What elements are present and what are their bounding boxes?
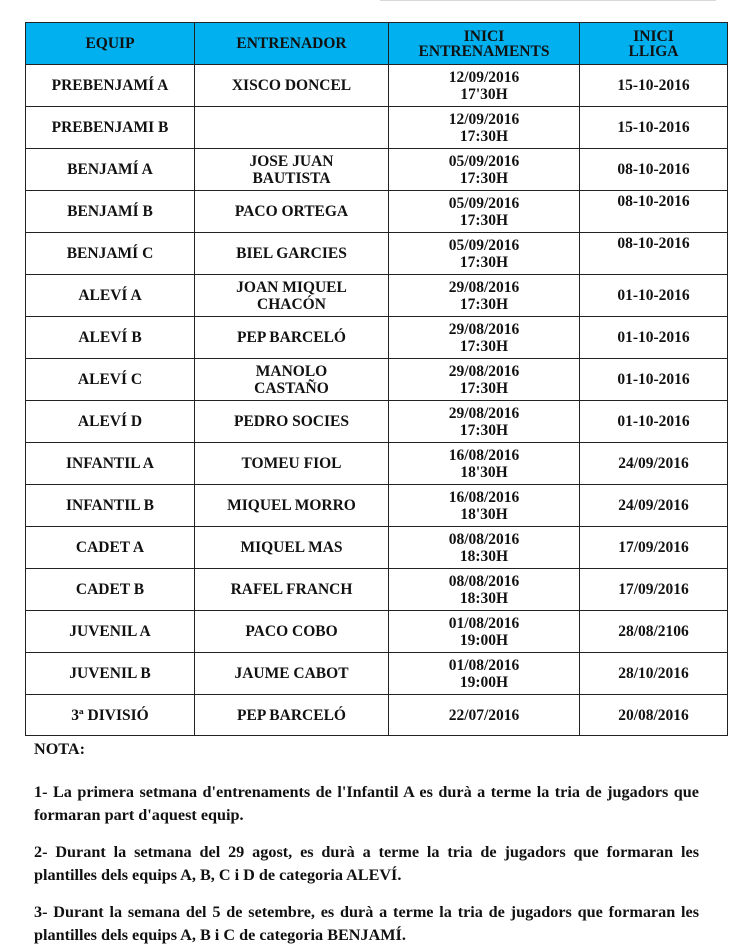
table-row [26, 695, 728, 736]
table-row [26, 317, 728, 359]
lliga-cell: 08-10-2016 [580, 191, 728, 233]
header-equip [26, 23, 195, 65]
equip-cell-line: CADET A [75, 539, 145, 556]
entrenaments-cell [389, 443, 580, 485]
table-row [26, 191, 728, 233]
lliga-cell: 24/09/2016 [580, 443, 728, 485]
entrenaments-cell [389, 317, 580, 359]
equip-cell-line: JUVENIL B [69, 665, 151, 682]
equip-cell [26, 317, 195, 359]
lliga-cell: 24/09/2016 [580, 485, 728, 527]
entrenaments-cell-line: 19:00H [459, 673, 509, 691]
lliga-cell: 15-10-2016 [580, 65, 728, 107]
equip-cell [26, 359, 195, 401]
entrenador-cell [195, 485, 389, 527]
equip-cell [26, 443, 195, 485]
entrenador-cell-line: JAUME CABOT [234, 665, 349, 682]
entrenaments-cell-line: 05/09/2016 [448, 236, 520, 254]
entrenaments-cell-line: 05/09/2016 [448, 152, 520, 170]
entrenador-cell-line: PEP BARCELÓ [237, 706, 346, 724]
entrenaments-cell [389, 527, 580, 569]
entrenaments-cell-line: 16/08/2016 [448, 446, 520, 464]
entrenaments-cell-line: 12/09/2016 [448, 110, 520, 128]
header-line: ENTRENAMENTS [418, 42, 550, 60]
header-line: INICI [633, 27, 674, 45]
header-inici-lliga [580, 23, 728, 65]
equip-cell [26, 233, 195, 275]
table-row [26, 275, 728, 317]
entrenador-cell-line: XISCO DONCEL [231, 77, 352, 94]
lliga-cell: 20/08/2016 [580, 695, 728, 736]
entrenaments-cell-line: 29/08/2016 [448, 362, 520, 380]
lliga-cell: 28/08/2106 [580, 611, 728, 653]
entrenaments-cell-line: 22/07/2016 [448, 706, 520, 724]
equip-cell [26, 149, 195, 191]
equip-cell [26, 65, 195, 107]
table-row [26, 107, 728, 149]
entrenaments-cell-line: 17:30H [459, 127, 509, 145]
equip-cell [26, 401, 195, 443]
lliga-cell: 01-10-2016 [580, 275, 728, 317]
equip-cell-line: INFANTIL B [66, 497, 154, 514]
header-line: INICI [463, 27, 505, 45]
entrenaments-cell-line: 17'30H [460, 85, 508, 103]
entrenaments-cell-line: 17:30H [459, 379, 509, 397]
entrenaments-cell-line: 17:30H [459, 253, 509, 271]
equip-cell [26, 107, 195, 149]
entrenador-cell [195, 695, 389, 736]
equip-cell [26, 275, 195, 317]
equip-cell-line: ALEVÍ B [78, 329, 142, 346]
table-row [26, 443, 728, 485]
equip-cell-line: INFANTIL A [66, 455, 154, 472]
entrenaments-cell [389, 275, 580, 317]
entrenaments-cell-line: 01/08/2016 [448, 614, 520, 632]
equip-cell [26, 695, 195, 736]
entrenador-cell [195, 359, 389, 401]
entrenaments-cell-line: 17:30H [459, 295, 509, 313]
lliga-cell: 15-10-2016 [580, 107, 728, 149]
entrenaments-cell-line: 12/09/2016 [448, 68, 520, 86]
entrenaments-cell [389, 653, 580, 695]
entrenador-cell-line: CHACÓN [257, 295, 326, 313]
entrenaments-cell [389, 569, 580, 611]
entrenador-cell-line: MIQUEL MAS [240, 539, 343, 556]
equip-cell-line: 3ª DIVISIÓ [71, 706, 149, 724]
entrenaments-cell [389, 149, 580, 191]
equip-cell-line: JUVENIL A [69, 623, 151, 640]
lliga-cell: 17/09/2016 [580, 569, 728, 611]
entrenador-cell-line: MANOLO [255, 362, 328, 380]
entrenador-cell-line: BAUTISTA [252, 169, 331, 187]
header-entrenador [195, 23, 389, 65]
entrenador-cell-line: CASTAÑO [254, 379, 329, 397]
table-row [26, 653, 728, 695]
entrenaments-cell-line: 08/08/2016 [448, 530, 520, 548]
entrenador-cell [195, 275, 389, 317]
equip-cell [26, 569, 195, 611]
equip-cell [26, 527, 195, 569]
table-row [26, 485, 728, 527]
table-row [26, 401, 728, 443]
entrenador-cell-line: PEP BARCELÓ [237, 329, 346, 346]
entrenaments-cell-line: 16/08/2016 [448, 488, 520, 506]
equip-cell-line: ALEVÍ D [77, 413, 143, 430]
table-row [26, 149, 728, 191]
team-schedule-table [25, 22, 728, 736]
entrenador-cell-line: JOAN MIQUEL [236, 278, 347, 296]
entrenador-cell [195, 65, 389, 107]
entrenaments-cell-line: 29/08/2016 [448, 320, 520, 338]
header-line: LLIGA [628, 42, 679, 60]
entrenador-cell-line: PEDRO SOCIES [234, 413, 349, 430]
note-item: 1- La primera setmana d'entrenaments de l'Infantil A es durà a terme la tria de jugadors que formaran part d'aquest equip. [34, 783, 699, 824]
entrenaments-cell-line: 08/08/2016 [448, 572, 520, 590]
entrenador-cell-line: PACO ORTEGA [234, 203, 349, 220]
lliga-cell: 08-10-2016 [580, 233, 728, 275]
header-line: ENTRENADOR [236, 35, 347, 52]
entrenador-cell [195, 443, 389, 485]
lliga-cell: 17/09/2016 [580, 527, 728, 569]
note-item: 3- Durant la semana del 5 de setembre, es durà a terme la tria de jugadors que formaran les plantilles dels equips A, B i C de categoria BENJAMÍ. [34, 903, 699, 944]
entrenador-cell-line: MIQUEL MORRO [227, 497, 356, 514]
entrenaments-cell-line: 17:30H [459, 421, 509, 439]
equip-cell [26, 611, 195, 653]
entrenaments-cell [389, 401, 580, 443]
table-row [26, 65, 728, 107]
header-inici-entrenaments [389, 23, 580, 65]
entrenaments-cell [389, 65, 580, 107]
entrenaments-cell-line: 17:30H [459, 169, 509, 187]
entrenador-cell-line: TOMEU FIOL [241, 455, 342, 472]
lliga-cell: 28/10/2016 [580, 653, 728, 695]
entrenador-cell [195, 317, 389, 359]
entrenador-cell-line: BIEL GARCIES [236, 245, 347, 262]
entrenaments-cell-line: 18'30H [460, 463, 508, 481]
table-row [26, 611, 728, 653]
notes-section [34, 738, 699, 947]
entrenador-cell-line: RAFEL FRANCH [230, 581, 353, 598]
entrenador-cell [195, 569, 389, 611]
table-row [26, 527, 728, 569]
entrenador-cell [195, 149, 389, 191]
equip-cell-line: BENJAMÍ A [67, 161, 153, 178]
entrenaments-cell [389, 611, 580, 653]
entrenador-cell-line: PACO COBO [245, 623, 338, 640]
page-top-rule [380, 0, 716, 1]
entrenador-cell [195, 611, 389, 653]
entrenador-cell [195, 653, 389, 695]
equip-cell-line: ALEVÍ C [77, 371, 143, 388]
table-row [26, 359, 728, 401]
equip-cell-line: PREBENJAMI B [51, 119, 169, 136]
notes-title: NOTA: [34, 740, 85, 758]
equip-cell-line: BENJAMÍ C [66, 245, 154, 262]
entrenaments-cell [389, 359, 580, 401]
entrenaments-cell [389, 191, 580, 233]
entrenaments-cell-line: 18'30H [460, 505, 508, 523]
entrenaments-cell-line: 18:30H [459, 589, 509, 607]
entrenaments-cell-line: 19:00H [459, 631, 509, 649]
equip-cell-line: PREBENJAMÍ A [51, 77, 169, 94]
note-item: 2- Durant la setmana del 29 agost, es durà a terme la tria de jugadors que formaran les plantilles dels equips A, B, C i D de categoria ALEVÍ. [34, 843, 699, 884]
lliga-cell: 01-10-2016 [580, 401, 728, 443]
lliga-cell: 08-10-2016 [580, 149, 728, 191]
entrenador-cell [195, 527, 389, 569]
entrenaments-cell-line: 17:30H [459, 211, 509, 229]
entrenaments-cell-line: 17:30H [459, 337, 509, 355]
lliga-cell: 01-10-2016 [580, 359, 728, 401]
entrenaments-cell-line: 29/08/2016 [448, 278, 520, 296]
entrenador-cell [195, 401, 389, 443]
equip-cell-line: BENJAMÍ B [67, 203, 153, 220]
equip-cell [26, 653, 195, 695]
equip-cell-line: CADET B [75, 581, 145, 598]
entrenador-cell [195, 107, 389, 149]
entrenaments-cell-line: 01/08/2016 [448, 656, 520, 674]
entrenaments-cell [389, 695, 580, 736]
entrenaments-cell [389, 485, 580, 527]
entrenaments-cell [389, 107, 580, 149]
equip-cell-line: ALEVÍ A [78, 287, 142, 304]
entrenador-cell-line: JOSE JUAN [249, 152, 334, 170]
table-header-row [26, 23, 728, 65]
entrenaments-cell-line: 29/08/2016 [448, 404, 520, 422]
table-row [26, 233, 728, 275]
entrenador-cell [195, 191, 389, 233]
lliga-cell: 01-10-2016 [580, 317, 728, 359]
entrenaments-cell-line: 18:30H [459, 547, 509, 565]
table-row [26, 569, 728, 611]
header-line: EQUIP [85, 35, 135, 52]
entrenaments-cell-line: 05/09/2016 [448, 194, 520, 212]
equip-cell [26, 485, 195, 527]
entrenador-cell [195, 233, 389, 275]
entrenaments-cell [389, 233, 580, 275]
equip-cell [26, 191, 195, 233]
table-body [26, 65, 728, 736]
